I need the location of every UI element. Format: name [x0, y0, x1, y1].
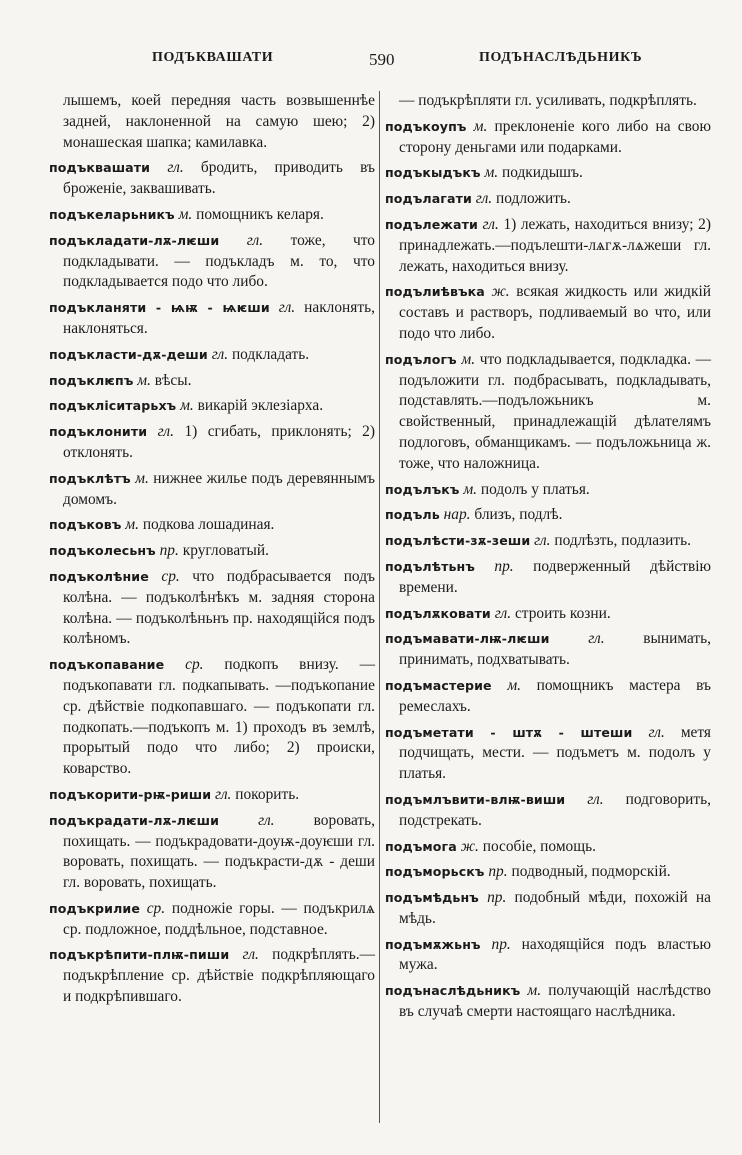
entry-headword: подъклѣтъ [49, 470, 131, 486]
entry-headword: подъмавати-лѭ-лѥши [385, 631, 550, 647]
dictionary-entry [49, 91, 375, 153]
page-number: 590 [369, 50, 395, 69]
entry-definition: наклонять, наклоняться. [63, 299, 375, 337]
entry-headword: подълѫковати [385, 605, 491, 621]
entry-headword: подъкрилие [49, 900, 140, 916]
dictionary-entry [49, 899, 375, 941]
entry-headword: подънаслѣдьникъ [385, 983, 521, 999]
entry-definition: — подъкрѣпляти гл. усиливать, подкрѣплять. [399, 92, 697, 109]
entry-headword: подъкоупъ [385, 118, 467, 134]
entry-definition: подлѣзть, подлазить. [554, 532, 691, 550]
entry-definition: подобный мѣди, похожій на мѣдь. [399, 889, 711, 927]
entry-grammar-label: гл. [587, 790, 604, 808]
dictionary-entry [49, 298, 375, 340]
header-left-guide-word: ПОДЪКВАШАТИ [152, 50, 274, 65]
dictionary-entry [385, 888, 711, 930]
entry-headword: подъкліситарьхъ [49, 398, 177, 414]
entry-headword: подъмлъвити-влѭ-виши [385, 791, 566, 807]
left-column [49, 91, 375, 1013]
entry-headword: подълъкъ [385, 481, 460, 497]
entry-definition: всякая жидкость или жидкій составъ и растворъ, подливаемый во что, или подо что либо. [399, 283, 711, 342]
entry-headword: подъкыдъкъ [385, 165, 481, 181]
entry-grammar-label: ср. [161, 567, 180, 585]
entry-definition: подолъ у платья. [480, 480, 590, 498]
dictionary-entry [49, 158, 375, 200]
entry-definition: помощникъ келаря. [196, 205, 324, 223]
entry-grammar-label: гл. [167, 159, 184, 177]
entry-grammar-label: ж. [491, 283, 510, 301]
entry-grammar-label: пр. [487, 889, 507, 907]
entry-definition: метя подчищать, мести. — подъметъ м. подолъ у платья. [399, 723, 711, 783]
entry-headword: подъкланяти - ѩѭ - ѩѥши [49, 300, 270, 316]
entry-grammar-label: гл. [482, 215, 499, 233]
entry-grammar-label: м. [135, 469, 149, 487]
entry-definition: подножіе горы. — подъкрилѧ ср. подложное, поддѣльное, подставное. [63, 899, 375, 938]
entry-definition: подверженный дѣйствію времени. [399, 557, 711, 596]
dictionary-entry [49, 371, 375, 392]
entry-definition: подкопъ внизу. — подъкопавати гл. подкапывать. —подъкопание ср. дѣйствіе подкопавшаго. — подъкопати гл. подкопать.—подъкопъ м. 1) проходъ въ землѣ, прорытый подо что либо; 2) происки, коварство. [63, 656, 375, 778]
entry-grammar-label: гл. [246, 231, 264, 249]
entry-definition: кругловатый. [182, 542, 269, 560]
entry-headword: подъкеларьникъ [49, 206, 175, 222]
entry-definition: покорить. [235, 785, 300, 803]
entry-definition: подкрѣплять.—подъкрѣпление ср. дѣйствіе подкрѣпляющаго и подкрѣпившаго. [63, 946, 375, 1006]
dictionary-entry [385, 91, 711, 112]
entry-headword: подъквашати [49, 160, 151, 176]
entry-grammar-label: м. [484, 164, 499, 182]
entry-definition: вѣсы. [154, 371, 192, 389]
entry-headword: подъколесьнъ [49, 543, 156, 559]
dictionary-entry [385, 163, 711, 184]
dictionary-entry [385, 480, 711, 501]
entry-grammar-label: м. [178, 205, 193, 223]
dictionary-entry [385, 862, 711, 883]
entry-definition: подкладать. [231, 345, 310, 363]
entry-definition: вынимать, принимать, подхватывать. [399, 630, 711, 669]
header-right-guide-word: ПОДЪНАСЛѢДЬНИКЪ [479, 50, 643, 65]
entry-definition: что подбрасывается подъ колѣна. — подъколѣнѣкъ м. задняя сторона колѣна. — подъколѣньнъ пр. находящійся подъ колѣномъ. [63, 567, 375, 648]
entry-grammar-label: м. [473, 117, 488, 135]
entry-definition: помощникъ мастера въ ремеслахъ. [399, 676, 711, 715]
dictionary-entry [49, 785, 375, 806]
dictionary-entry [49, 567, 375, 650]
dictionary-entry [49, 945, 375, 1007]
entry-headword: подъкопавание [49, 657, 165, 673]
dictionary-entry [49, 345, 375, 366]
entry-headword: подълогъ [385, 351, 457, 367]
entry-headword: подъмога [385, 838, 457, 854]
entry-headword: подълагати [385, 191, 472, 207]
entry-grammar-label: гл. [494, 604, 512, 622]
entry-grammar-label: м. [137, 371, 151, 389]
entry-headword: подъморьскъ [385, 864, 485, 880]
dictionary-entry [49, 422, 375, 464]
dictionary-entry [385, 723, 711, 785]
entry-definition: бродить, приводить въ броженіе, заквашивать. [63, 159, 375, 198]
entry-grammar-label: гл. [534, 532, 551, 550]
dictionary-entry [385, 350, 711, 475]
entry-definition: преклоненіе кого либо на свою сторону деньгами или подарками. [399, 117, 711, 156]
dictionary-entry [385, 557, 711, 599]
dictionary-entry [385, 629, 711, 671]
entry-definition: нижнее жилье подъ деревяннымъ домомъ. [63, 469, 375, 508]
entry-definition: 1) лежать, находиться внизу; 2) принадлежать.—подълешти-лѧгѫ-лѧжеши гл. лежать, находиться внизу. [399, 215, 711, 275]
entry-grammar-label: м. [463, 480, 478, 498]
dictionary-entry [385, 117, 711, 159]
entry-definition: что подкладывается, подкладка. — подъложити гл. подбрасывать, подкладывать, подставлять.—подъложьникъ м. свойственный, принадлежащій дѣлателямъ подлоговъ, обманщикамъ. — подъложьница ж. тоже, что наложница. [399, 350, 711, 472]
entry-headword: подъмѣдьнъ [385, 890, 479, 906]
dictionary-entry [385, 676, 711, 718]
dictionary-entry [49, 541, 375, 562]
entry-grammar-label: гл. [211, 345, 229, 363]
entry-headword: подъклонити [49, 424, 148, 440]
entry-definition: строить козни. [514, 604, 611, 622]
entry-headword: подъколѣние [49, 568, 149, 584]
dictionary-entry [385, 505, 711, 526]
entry-grammar-label: м. [180, 397, 194, 415]
entry-definition: воровать, похищать. — подъкрадовати-доуѭ-доуѥши гл. воровать, похищать. — подъкрасти-дѫ - деши гл. воровать, похищать. [63, 811, 375, 892]
entry-headword: подъметати - штѫ - штеши [385, 724, 633, 740]
entry-headword: подълѣсти-зѫ-зеши [385, 533, 531, 549]
page-header [0, 50, 742, 80]
entry-grammar-label: м. [461, 350, 476, 368]
entry-grammar-label: гл. [588, 630, 605, 648]
dictionary-entry [49, 231, 375, 293]
entry-grammar-label: нар. [443, 506, 471, 524]
dictionary-entry [385, 604, 711, 625]
entry-grammar-label: ср. [146, 899, 166, 917]
dictionary-entry [49, 469, 375, 511]
entry-definition: лышемъ, коей передняя часть возвышеннѣе задней, наклоненной на самую шею; 2) монашеская шапка; камилавка. [63, 92, 375, 151]
entry-headword: подъкрадати-лѫ-лѥши [49, 812, 220, 828]
entry-headword: подъкладати-лѫ-лѥши [49, 232, 220, 248]
entry-headword: подъкласти-дѫ-деши [49, 346, 208, 362]
entry-grammar-label: гл. [475, 190, 493, 208]
entry-grammar-label: ж. [460, 837, 479, 855]
entry-headword: подъкрѣпити-плѭ-пиши [49, 947, 230, 963]
entry-grammar-label: пр. [488, 863, 508, 881]
dictionary-entry [49, 655, 375, 780]
right-column [385, 91, 711, 1028]
entry-headword: подъмастерие [385, 677, 492, 693]
entry-definition: подкова лошадиная. [142, 516, 275, 534]
entry-headword: подъковъ [49, 517, 122, 533]
dictionary-entry [385, 282, 711, 344]
dictionary-entry [385, 189, 711, 210]
entry-grammar-label: м. [507, 676, 521, 694]
dictionary-entry [385, 790, 711, 832]
entry-definition: находящійся подъ властью мужа. [399, 935, 711, 974]
dictionary-entry [49, 811, 375, 894]
dictionary-entry [385, 837, 711, 858]
entry-grammar-label: пр. [491, 935, 511, 953]
entry-definition: подкидышъ. [501, 164, 583, 182]
entry-headword: подъль [385, 507, 440, 523]
entry-definition: подложить. [496, 190, 571, 208]
dictionary-entry [385, 531, 711, 552]
column-divider [379, 91, 380, 1123]
dictionary-entry [385, 981, 711, 1023]
entry-grammar-label: ср. [185, 656, 204, 674]
entry-headword: подълиѣвъка [385, 284, 485, 300]
entry-grammar-label: гл. [242, 946, 259, 964]
entry-definition: викарій эклезіарха. [197, 397, 324, 415]
dictionary-entry [385, 215, 711, 277]
entry-headword: подълежати [385, 216, 478, 232]
entry-grammar-label: м. [527, 982, 542, 1000]
entry-definition: близъ, подлѣ. [474, 506, 563, 524]
entry-definition: тоже, что подкладывати. — подъкладъ м. то, что подкладывается подо что либо. [63, 231, 375, 291]
entry-headword: подъкорити-рѭ-риши [49, 786, 212, 802]
entry-grammar-label: пр. [159, 542, 179, 560]
entry-grammar-label: гл. [157, 423, 174, 441]
entry-definition: получающій наслѣдство въ случаѣ смерти настоящаго наслѣдника. [399, 982, 711, 1021]
entry-grammar-label: гл. [258, 811, 275, 829]
entry-headword: подълѣтьнъ [385, 558, 475, 574]
dictionary-entry [49, 205, 375, 226]
entry-grammar-label: гл. [215, 785, 232, 803]
entry-definition: 1) сгибать, приклонять; 2) отклонять. [63, 423, 376, 461]
entry-headword: подъмѫжьнъ [385, 936, 481, 952]
entry-grammar-label: м. [125, 516, 139, 534]
dictionary-entry [385, 935, 711, 977]
entry-definition: подговорить, подстрекать. [399, 790, 711, 829]
entry-definition: пособіе, помощь. [482, 837, 596, 855]
entry-definition: подводный, подморскій. [511, 863, 671, 881]
dictionary-entry [49, 515, 375, 536]
entry-grammar-label: пр. [494, 557, 514, 575]
entry-grammar-label: гл. [648, 723, 665, 741]
entry-headword: подъклѥпъ [49, 372, 134, 388]
dictionary-entry [49, 396, 375, 417]
entry-grammar-label: гл. [278, 299, 296, 317]
